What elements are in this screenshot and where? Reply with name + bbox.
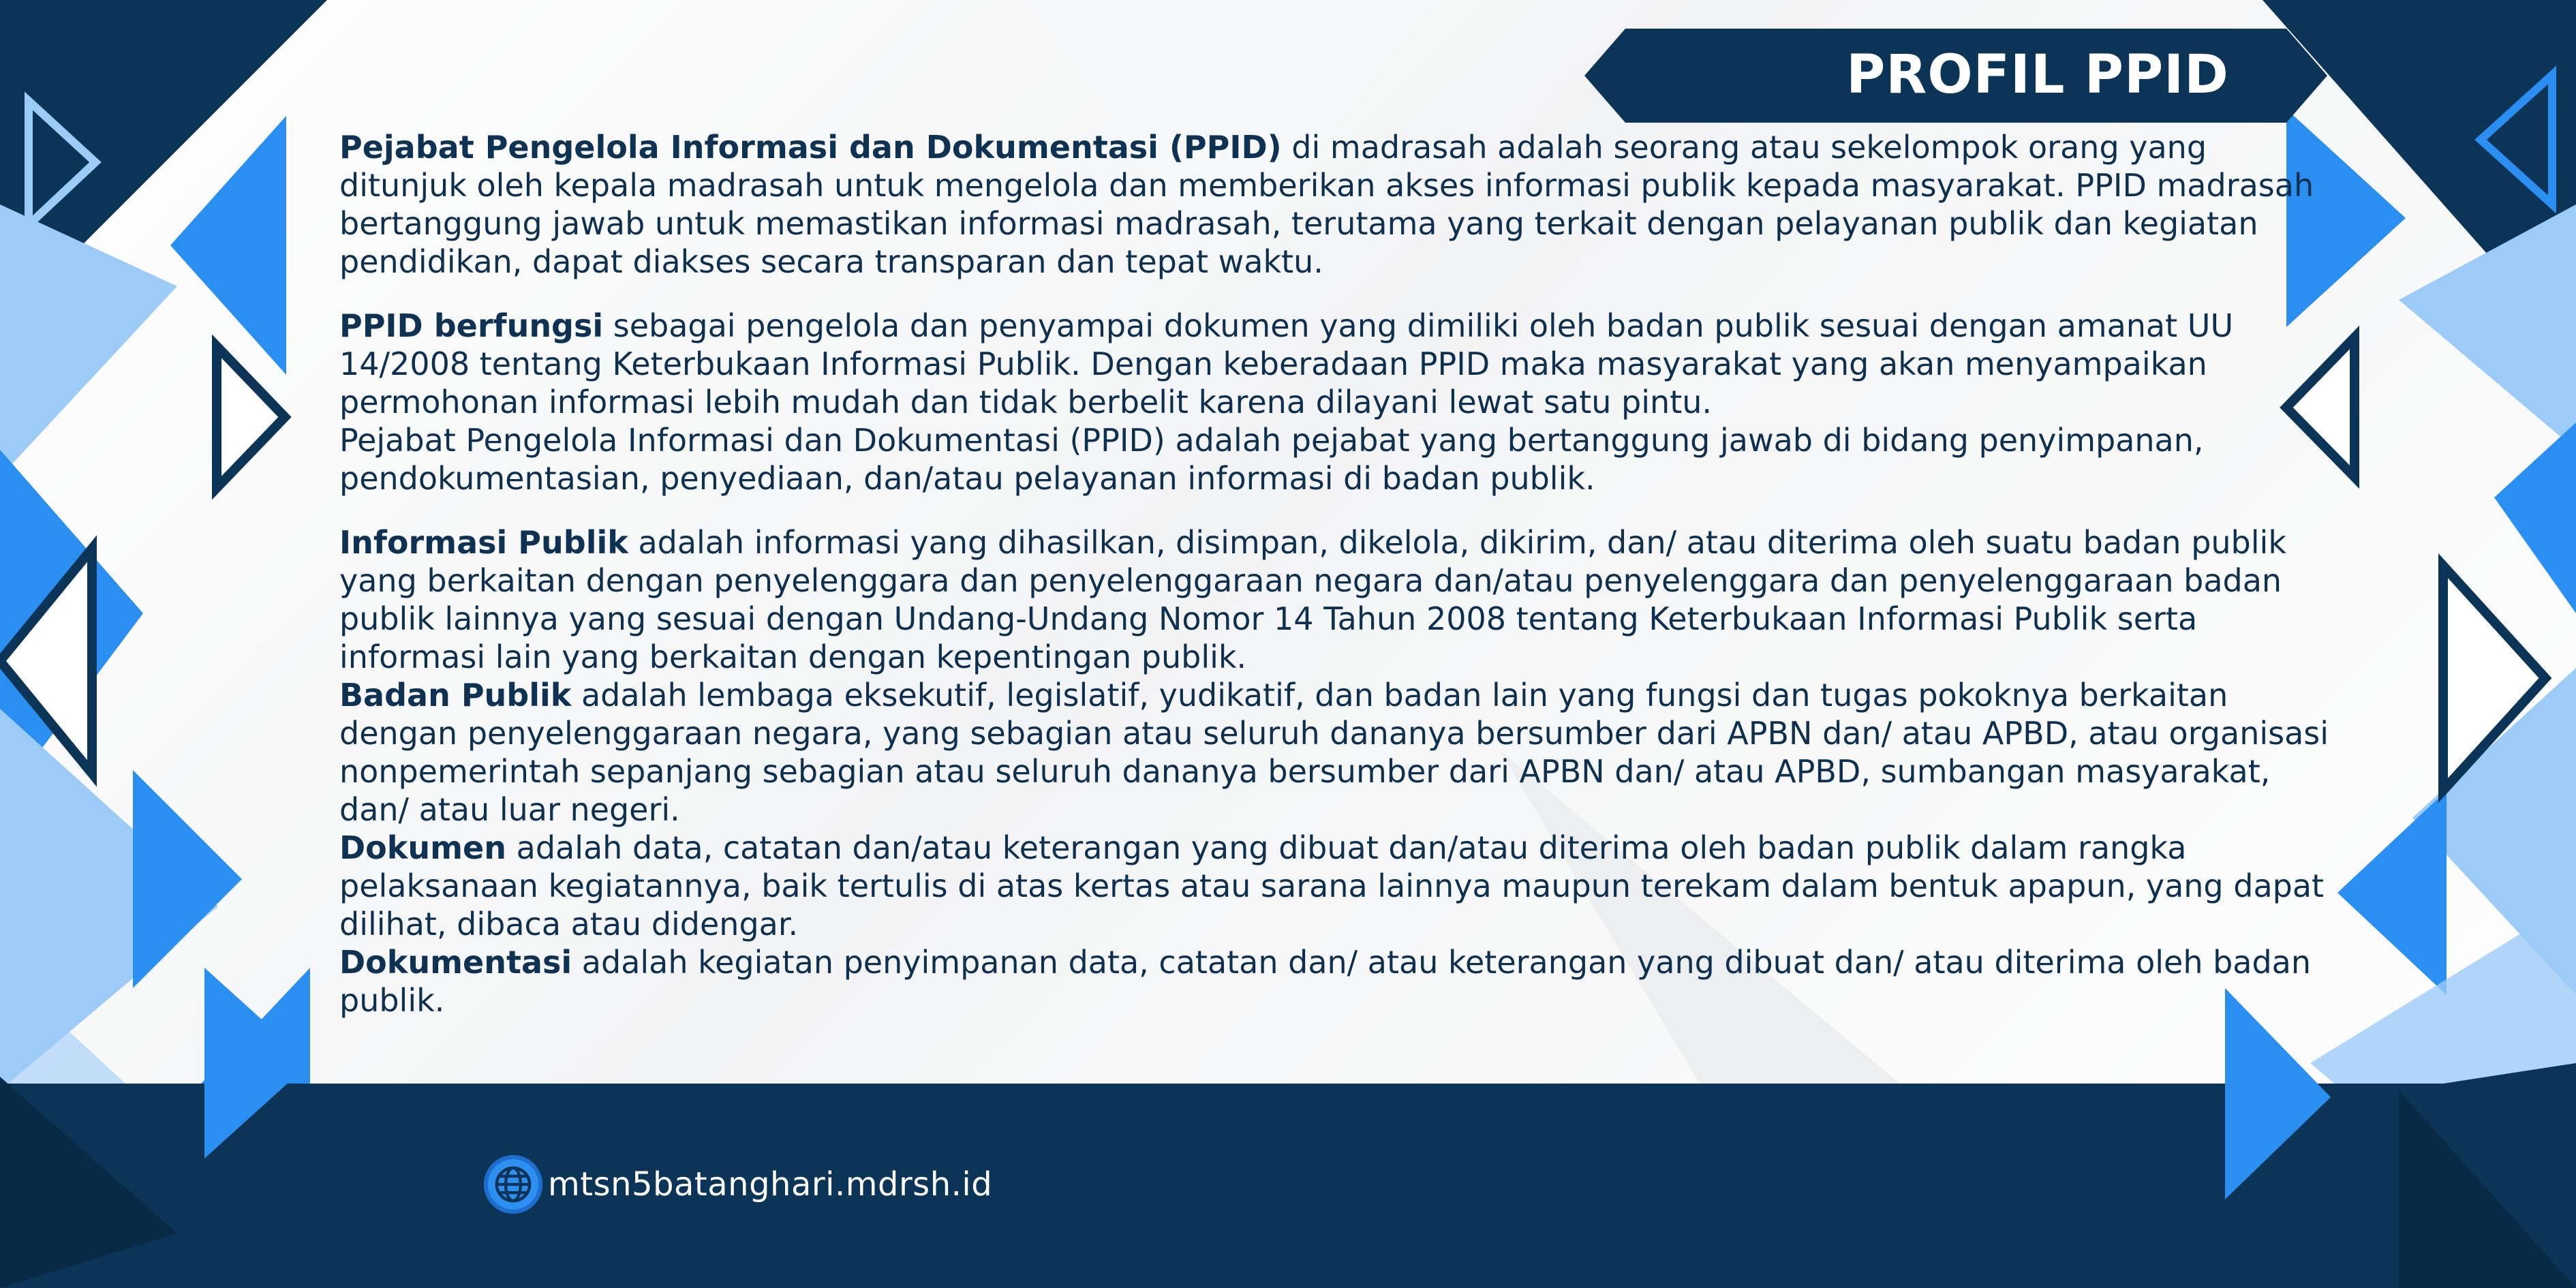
paragraph-informasi-publik: [339, 523, 2329, 676]
term-ppid: Pejabat Pengelola Informasi dan Dokumentasi (PPID): [339, 129, 1282, 166]
page-title: PROFIL PPID: [1846, 44, 2229, 106]
globe-icon: [484, 1155, 542, 1214]
term-badan-publik: Badan Publik: [339, 677, 572, 714]
definition-ppid-berfungsi: sebagai pengelola dan penyampai dokumen yang dimiliki oleh badan publik sesuai dengan amanat UU 14/2008 tentang Keterbukaan Informasi Publik. Dengan keberadaan PPID maka masyarakat yang akan menyampaikan permohonan informasi lebih mudah dan tidak berbelit karena dilayani lewat satu pintu.: [339, 307, 2234, 420]
paragraph-badan-publik: [339, 676, 2329, 829]
paragraph-dokumentasi: [339, 943, 2329, 1019]
paragraph-dokumen: [339, 829, 2329, 943]
definition-informasi-publik: adalah informasi yang dihasilkan, disimpan, dikelola, dikirim, dan/ atau diterima oleh suatu badan publik yang berkaitan dengan penyelenggara dan penyelenggaraan negara dan/atau penyelenggara dan penyelenggaraan badan publik lainnya yang sesuai dengan Undang-Undang Nomor 14 Tahun 2008 tentang Keterbukaan Informasi Publik serta informasi lain yang berkaitan dengan kepentingan publik.: [339, 524, 2286, 675]
term-ppid-berfungsi: PPID berfungsi: [339, 307, 604, 344]
definition-ppid-official: Pejabat Pengelola Informasi dan Dokumentasi (PPID) adalah pejabat yang bertanggung jawab di bidang penyimpanan, pendokumentasian, penyediaan, dan/atau pelayanan informasi di badan publik.: [339, 422, 2204, 497]
definition-dokumentasi: adalah kegiatan penyimpanan data, catatan dan/ atau keterangan yang dibuat dan/ atau diterima oleh badan publik.: [339, 944, 2312, 1019]
right-blue-triangle-2: [2494, 423, 2576, 613]
term-dokumen: Dokumen: [339, 829, 507, 866]
paragraph-ppid-definition: [339, 128, 2329, 281]
paragraph-ppid-official: [339, 421, 2329, 497]
definition-dokumen: adalah data, catatan dan/atau keterangan yang dibuat dan/atau diterima oleh badan publik dalam rangka pelaksanaan kegiatannya, baik tertulis di atas kertas atau sarana lainnya maupun terekam dalam bentuk apapun, yang dapat dilihat, dibaca atau didengar.: [339, 829, 2325, 942]
term-informasi-publik: Informasi Publik: [339, 524, 628, 561]
left-blue-triangle-3: [133, 770, 242, 988]
footer-band: [0, 1084, 2576, 1288]
website-link[interactable]: [484, 1150, 992, 1218]
term-dokumentasi: Dokumentasi: [339, 944, 572, 981]
definition-badan-publik: adalah lembaga eksekutif, legislatif, yudikatif, dan badan lain yang fungsi dan tugas pokoknya berkaitan dengan penyelenggaraan negara, yang sebagian atau seluruh dananya bersumber dari APBN dan/ atau APBD, atau organisasi nonpemerintah sepanjang sebagian atau seluruh dananya bersumber dari APBN dan/ atau APBD, sumbangan masyarakat, dan/ atau luar negeri.: [339, 677, 2329, 828]
website-url[interactable]: mtsn5batanghari.mdrsh.id: [548, 1165, 993, 1203]
paragraph-ppid-function: [339, 307, 2329, 421]
right-blue-triangle-3: [2337, 791, 2447, 995]
definition-ppid: di madrasah adalah seorang atau sekelompok orang yang ditunjuk oleh kepala madrasah untuk mengelola dan memberikan akses informasi publik kepada masyarakat. PPID madrasah bertanggung jawab untuk memastikan informasi madrasah, terutama yang terkait dengan pelayanan publik dan kegiatan pendidikan, dapat diakses secara transparan dan tepat waktu.: [339, 129, 2314, 280]
profile-content: [339, 128, 2329, 1019]
